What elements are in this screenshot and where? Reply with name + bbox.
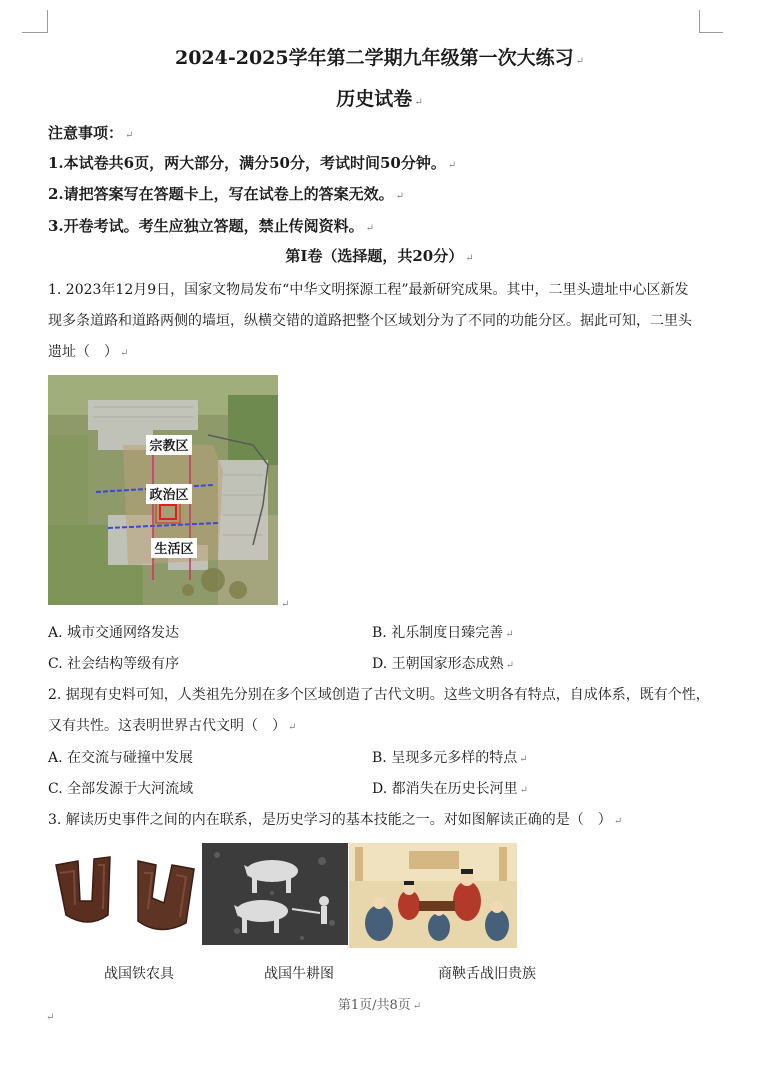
- exam-title: 2024-2025学年第二学期九年级第一次大练习 ↵: [174, 47, 585, 69]
- erlitou-site-map: [48, 375, 278, 605]
- note-item-1: 1.本试卷共6页，两大部分，满分50分，考试时间50分钟。 ↵: [48, 154, 457, 172]
- crop-mark-top-right: [699, 32, 723, 33]
- q1-line-2: 现多条道路和道路两侧的墙垣，纵横交错的道路把整个区域划分为了不同的功能分区。据此可知，二里头: [48, 313, 692, 329]
- map-label-religious: 宗教区: [149, 439, 189, 454]
- iron-tools-image: [48, 843, 198, 943]
- q2-line-1: 2. 据现有史料可知，人类祖先分别在多个区域创造了古代文明。这些文明各有特点，自成体系，既有个性，: [48, 687, 710, 703]
- q1-option-a: A. 城市交通网络发达: [48, 625, 180, 641]
- note-item-3: 3.开卷考试。考生应独立答题，禁止传阅资料。 ↵: [48, 217, 375, 235]
- q1-option-c: C. 社会结构等级有序: [48, 656, 180, 672]
- map-label-political: 政治区: [149, 488, 189, 503]
- map-paragraph-mark: ↵: [281, 599, 290, 610]
- q2-option-a: A. 在交流与碰撞中发展: [48, 750, 194, 766]
- caption-shang-yang: 商鞅舌战旧贵族: [438, 966, 536, 982]
- notes-heading: 注意事项： ↵: [48, 124, 134, 142]
- q1-line-1: 1. 2023年12月9日，国家文物局发布“中华文明探源工程”最新研究成果。其中，二里头遗址中心区新发: [48, 282, 689, 298]
- ox-plough-image: [202, 843, 348, 945]
- page-footer: 第1页/共8页 ↵: [337, 998, 422, 1013]
- caption-ox-plough: 战国牛耕图: [264, 966, 334, 982]
- crop-mark-top-left-vertical: [47, 10, 48, 32]
- exam-subtitle: 历史试卷 ↵: [336, 88, 423, 110]
- q1-option-b: B. 礼乐制度日臻完善 ↵: [372, 625, 514, 641]
- crop-mark-top-left: [22, 32, 48, 33]
- q2-option-c: C. 全部发源于大河流域: [48, 781, 194, 797]
- q1-line-3: 遗址（ ） ↵: [48, 344, 129, 360]
- end-paragraph-mark: ↵: [46, 1012, 55, 1023]
- map-label-living: 生活区: [154, 542, 194, 557]
- q1-option-d: D. 王朝国家形态成熟 ↵: [372, 656, 515, 672]
- q3-line: 3. 解读历史事件之间的内在联系，是历史学习的基本技能之一。对如图解读正确的是（ ） ↵: [48, 812, 623, 828]
- shang-yang-debate-image: [349, 843, 517, 948]
- note-item-2: 2.请把答案写在答题卡上，写在试卷上的答案无效。 ↵: [48, 185, 405, 203]
- q2-option-d: D. 都消失在历史长河里 ↵: [372, 781, 529, 797]
- q2-option-b: B. 呈现多元多样的特点 ↵: [372, 750, 528, 766]
- q2-line-2: 又有共性。这表明世界古代文明（ ） ↵: [48, 718, 297, 734]
- site-map-image: [48, 375, 278, 605]
- section-title: 第Ⅰ卷（选择题，共20分） ↵: [285, 247, 474, 265]
- caption-iron-tools: 战国铁农具: [104, 966, 174, 982]
- crop-mark-top-right-vertical: [699, 10, 700, 32]
